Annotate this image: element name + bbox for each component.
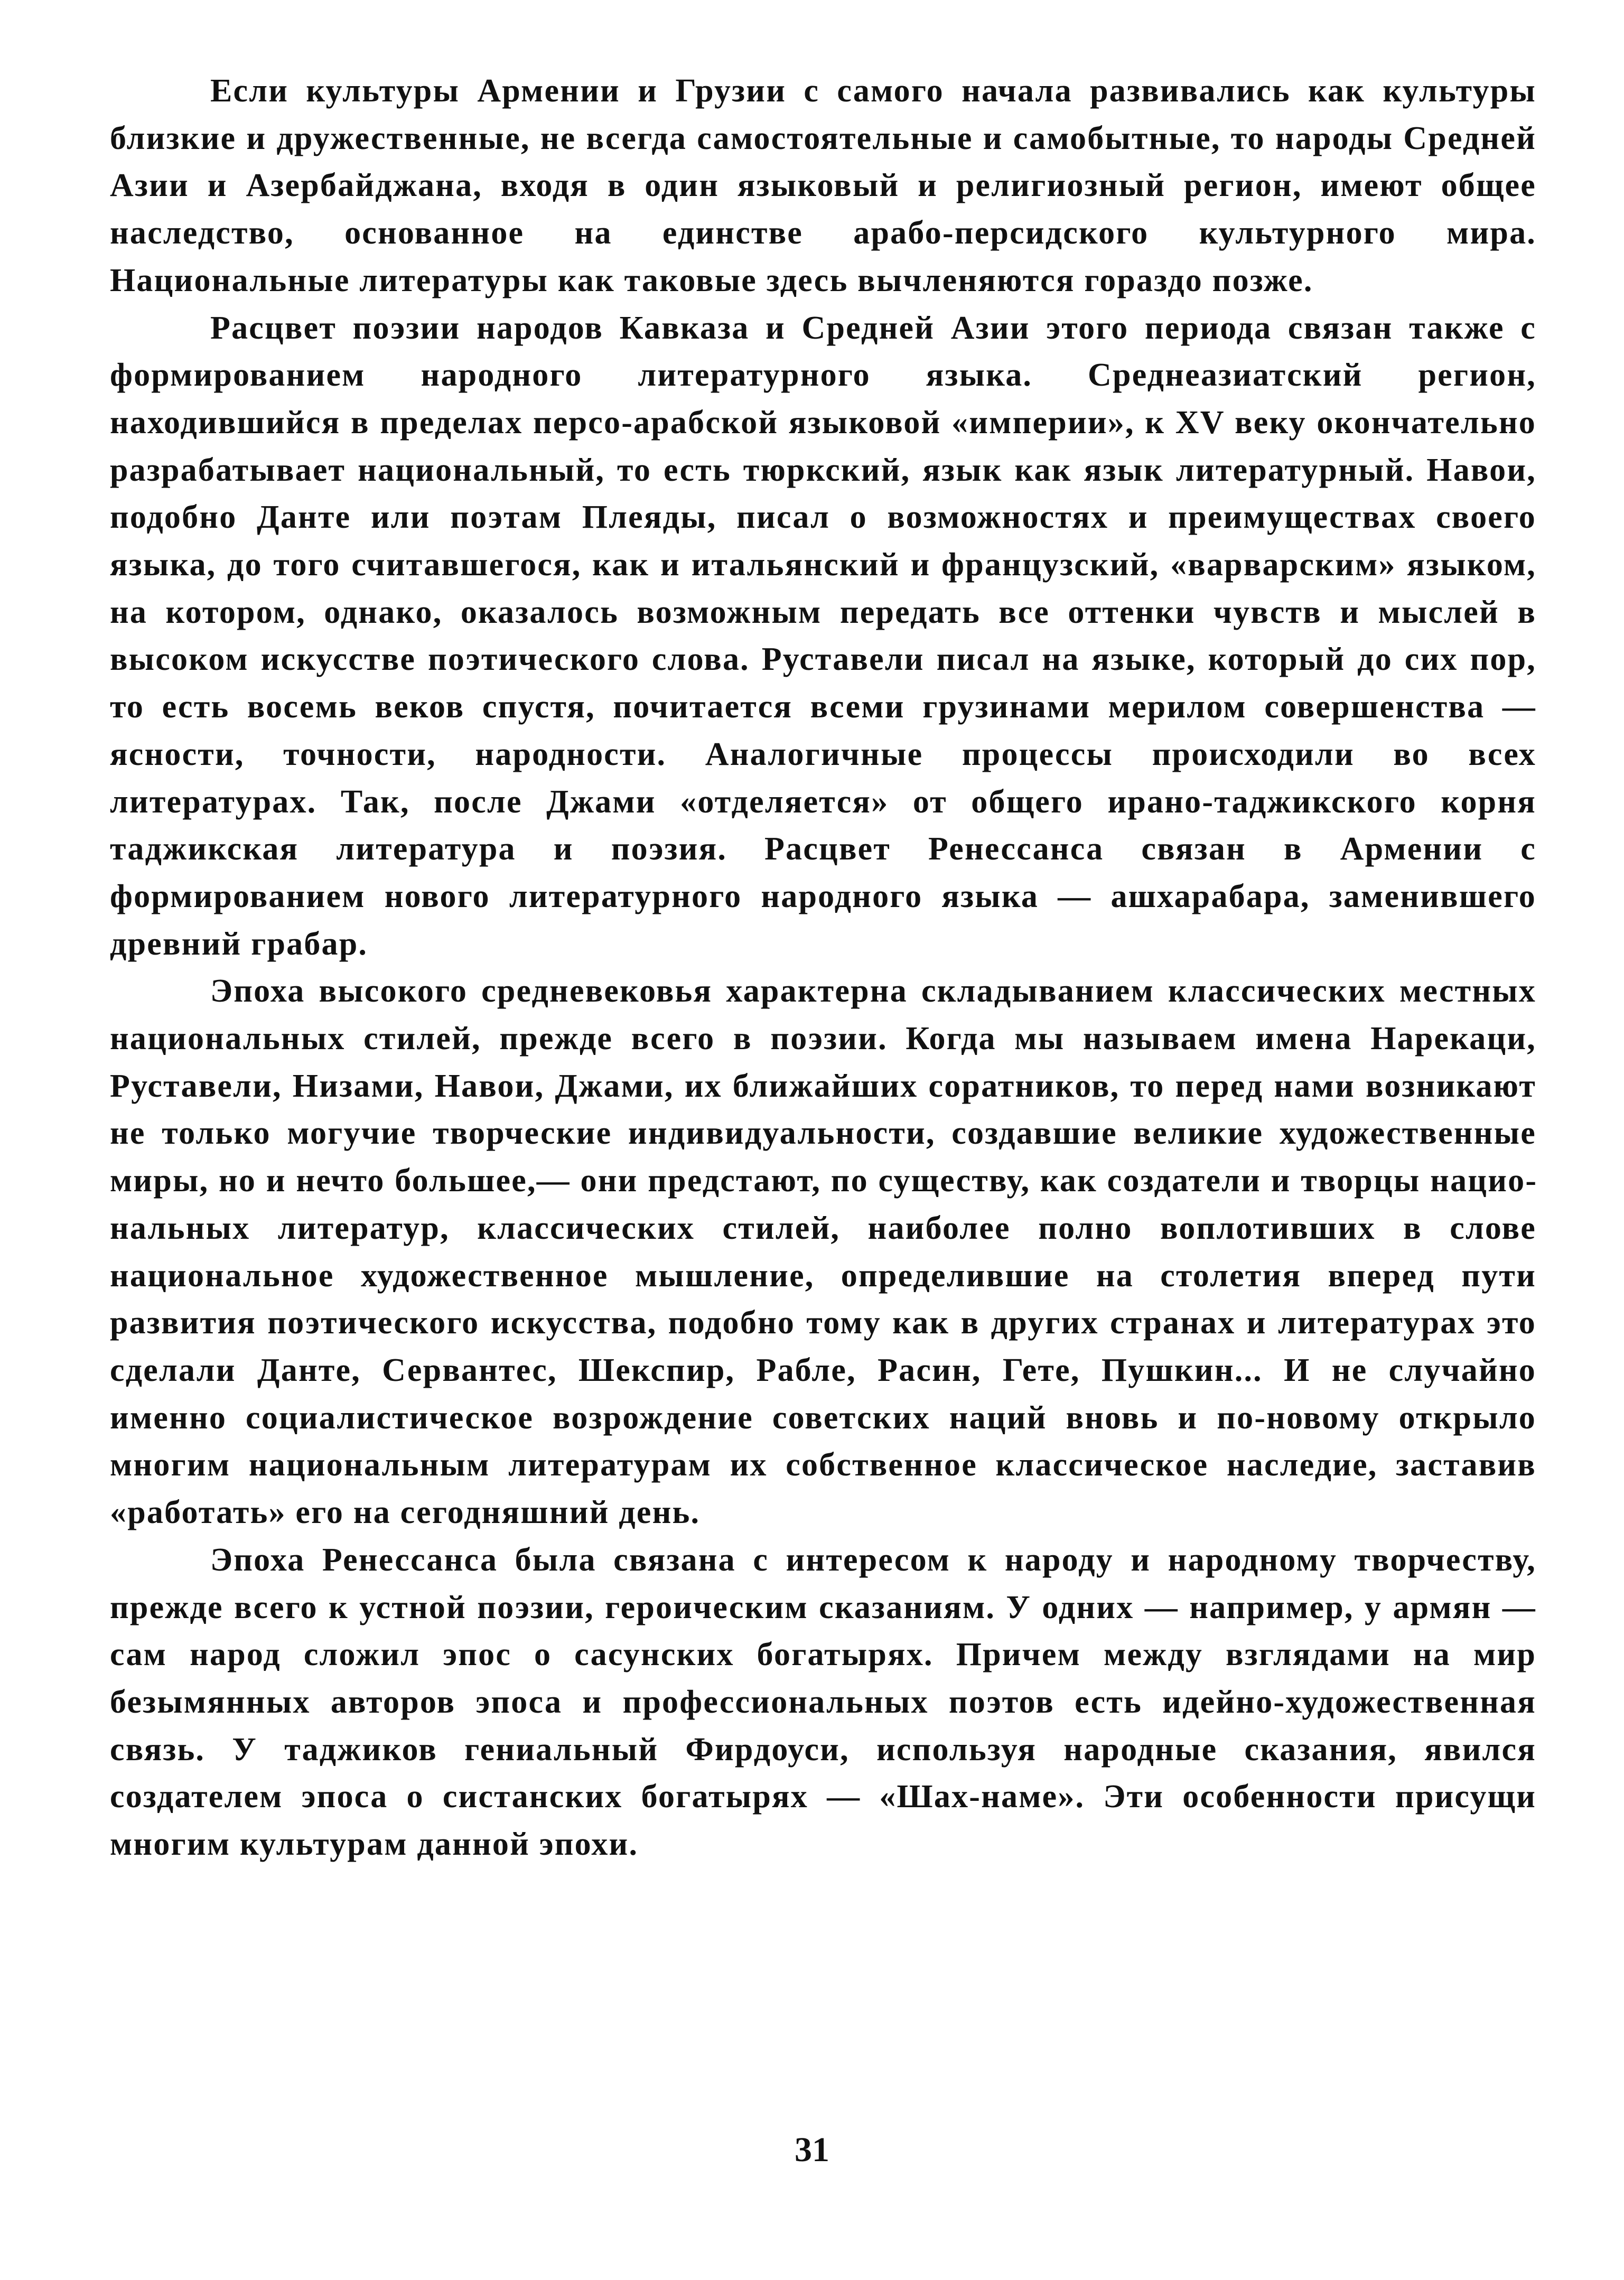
- paragraph-2: Расцвет поэзии народов Кавказа и Средней Азии этого периода связан также с формированием народного литературного языка. Среднеазиатский регион, находившийся в пределах персо-арабской языковой «империи», к XV веку окончательно разрабатывает национальный, то есть тюркский, язык как язык литературный. Навои, подобно Данте или поэтам Плеяды, писал о возможностях и преимуществах своего языка, до того считавшегося, как и итальянский и французский, «варварским» языком, на котором, однако, оказалось возможным передать все оттенки чувств и мыслей в высоком искусстве поэтического слова. Руставели писал на языке, который до сих пор, то есть восемь веков спустя, почитается всеми грузинами мерилом совершенства — ясности, точности, народности. Аналогичные процессы происходили во всех литературах. Так, после Джами «отделяется» от общего ирано-таджикского корня таджикская литература и поэзия. Расцвет Ренессанса связан в Армении с формированием нового литературного народного языка — ашхарабара, заменившего древний грабар.: [110, 310, 1536, 962]
- page-number: 31: [795, 2131, 829, 2169]
- paragraph-3: Эпоха высокого средневековья характерна складыванием классических местных национальных стилей, прежде всего в поэзии. Когда мы называем имена Нарекаци, Руставели, Низами, Навои, Джами, их ближайших соратников, то перед нами возникают не только могучие творческие индивидуальности, создавшие великие художественные миры, но и нечто большее,— они предстают, по существу, как создатели и творцы национальных литератур, классических стилей, наиболее полно воплотивших в слове национальное художественное мышление, определившие на столетия вперед пути развития поэтического искусства, подобно тому как в других странах и литературах это сделали Данте, Сервантес, Шекспир, Рабле, Расин, Гете, Пушкин... И не случайно именно социалистическое возрождение советских наций вновь и по-новому открыло многим национальным литературам их собственное классическое наследие, заставив «работать» его на сегодняшний день.: [110, 973, 1536, 1531]
- paragraph-1: Если культуры Армении и Грузии с самого начала развивались как культуры близкие и дружественные, не всегда самостоятельные и самобытные, то народы Средней Азии и Азербайджана, входя в один языковый и религиозный регион, имеют общее наследство, основанное на единстве арабо-персидского культурного мира. Национальные литературы как таковые здесь вычленяются гораздо позже.: [110, 73, 1536, 298]
- body-text: [110, 68, 1536, 1868]
- paragraph-4: Эпоха Ренессанса была связана с интересом к народу и народному творчеству, прежде всего к устной поэзии, героическим сказаниям. У одних — например, у армян — сам народ сложил эпос о сасунских богатырях. Причем между взглядами на мир безымянных авторов эпоса и профессиональных поэтов есть идейно-художественная связь. У таджиков гениальный Фирдоуси, используя народные сказания, явился создателем эпоса о систанских богатырях — «Шах-наме». Эти особенности присущи многим культурам данной эпохи.: [110, 1541, 1536, 1863]
